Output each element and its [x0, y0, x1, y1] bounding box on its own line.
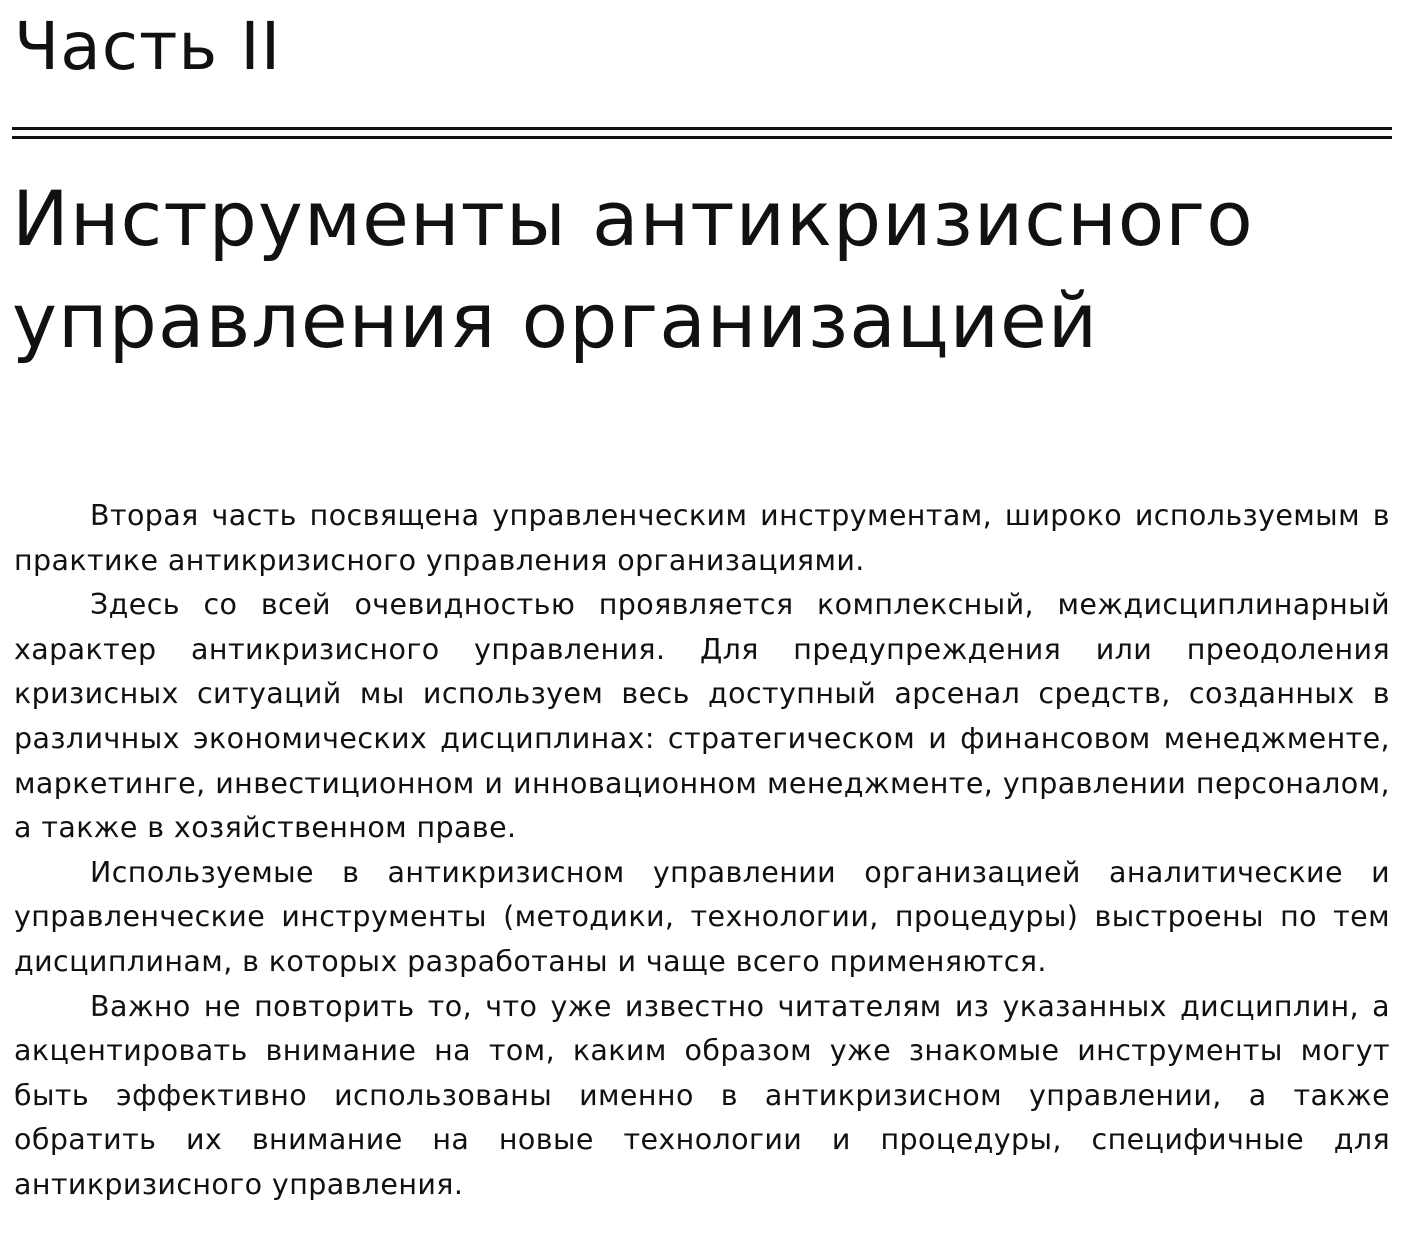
paragraph-4: Важно не повторить то, что уже известно читателям из указанных дисциплин, а акцентировать внимание на том, каким образом уже знакомые инструменты могут быть эффективно использованы именно в антикризисном управлении, а также обратить их внимание на новые технологии и процедуры, специфичные для антикризисного управления. [14, 989, 1390, 1201]
body-text [14, 494, 1390, 1208]
part-title-line-1: Инструменты антикризисного [12, 174, 1254, 263]
part-title [12, 168, 1392, 372]
paragraph-1: Вторая часть посвящена управленческим инструментам, широко используемым в практике антикризисного управления организациями. [14, 499, 1390, 577]
part-title-line-2: управления организацией [12, 276, 1099, 365]
paragraph-2: Здесь со всей очевидностью проявляется комплексный, междисциплинарный характер антикризисного управления. Для предупреждения или преодоления кризисных ситуаций мы используем весь доступный арсенал средств, созданных в различных экономических дисциплинах: стратегическом и финансовом менеджменте, маркетинге, инвестиционном и инновационном менеджменте, управлении персоналом, а также в хозяйственном праве. [14, 588, 1390, 845]
header-rule-top [12, 127, 1392, 130]
part-label: Часть II [14, 8, 282, 85]
paragraph-3: Используемые в антикризисном управлении организацией аналитические и управленческие инструменты (методики, технологии, процедуры) выстроены по тем дисциплинам, в которых разработаны и чаще всего применяются. [14, 855, 1390, 978]
header-rule-bottom [12, 136, 1392, 139]
